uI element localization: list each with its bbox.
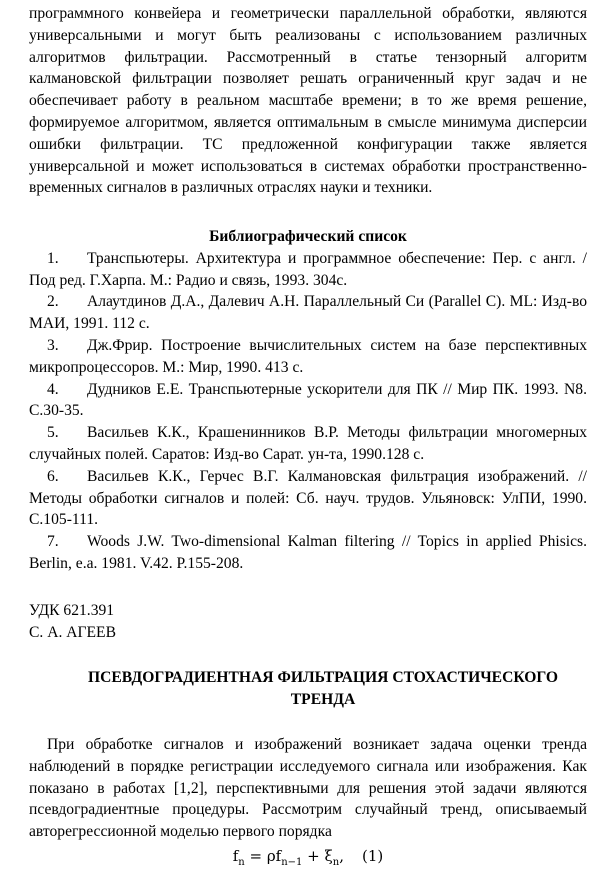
item-text: Woods J.W. Two-dimensional Kalman filtering // Topics in applied Phisics. Berlin, e.a. 1981. V.42. P.155-208. (29, 533, 587, 572)
item-number: 4. (47, 380, 59, 398)
formula-equals: = ρf (244, 847, 282, 865)
body-paragraph: При обработке сигналов и изображений возникает задача оценки тренда наблюдений в порядке регистрации исследуемого сигнала или изображения. Как показано в работах [1,2], перспективными для решения этой задачи являются псевдоградиентные процедуры. Рассмотрим случайный тренд, описываемый авторегрессионной моделью первого порядка (29, 736, 587, 841)
item-number: 3. (47, 336, 59, 354)
body-paragraph-block (29, 734, 587, 843)
formula-f: f (232, 847, 239, 865)
item-number: 2. (47, 293, 59, 311)
item-number: 6. (47, 467, 59, 485)
formula-sub-n-xi: n (332, 857, 340, 868)
item-number: 7. (47, 533, 59, 551)
udc-code: УДК 621.391 (29, 602, 115, 619)
bibliography-item (29, 291, 587, 335)
bibliography-item (29, 422, 587, 466)
bibliography-heading: Библиографический список (209, 228, 407, 245)
intro-paragraph: программного конвейера и геометрически параллельной обработки, являются универсальными и могут быть реализованы с использованием различных алгоритмов фильтрации. Рассмотренный в статье тензорный алгоритм калмановской фильтрации позволяет решать ограниченный круг задач и не обеспечивает работу в реальном масштабе времени; в то же время решение, формируемое алгоритмом, является оптимальным в смысле минимума дисперсии ошибки фильтрации. ТС предложенной конфигурации также является универсальной и может использоваться в системах обработки пространственно-временных сигналов в различных отраслях науки и техники. (29, 5, 587, 197)
item-text: Алаутдинов Д.А., Далевич А.Н. Параллельный Си (Parallel C). ML: Изд-во МАИ, 1991. 112 с. (29, 293, 587, 333)
bibliography-item (29, 531, 587, 575)
item-number: 1. (47, 249, 59, 267)
formula-sub-n: n (238, 857, 245, 868)
formula-sub-n-1: n−1 (281, 857, 303, 868)
formula-plus-xi: + ξ (302, 847, 333, 865)
intro-paragraph-block (29, 3, 587, 199)
bibliography-item (29, 335, 587, 379)
formula-1 (29, 846, 587, 874)
bibliography-item (29, 466, 587, 531)
bibliography-item (29, 379, 587, 423)
article-title: ПСЕВДОГРАДИЕНТНАЯ ФИЛЬТРАЦИЯ СТОХАСТИЧЕСКОГО ТРЕНДА (87, 669, 559, 708)
bibliography-item (29, 248, 587, 292)
item-number: 5. (47, 424, 59, 442)
item-text: Дудников Е.Е. Транспьютерные ускорители для ПК // Мир ПК. 1993. N8. С.30-35. (29, 380, 587, 420)
item-text: Васильев К.К., Крашенинников В.Р. Методы фильтрации многомерных случайных полей. Саратов: Изд-во Сарат. ун-та, 1990.128 с. (29, 424, 587, 463)
bibliography-section (29, 226, 587, 575)
item-text: Дж.Фрир. Построение вычислительных систем на базе перспективных микропроцессоров. М.: Мир, 1990. 413 с. (29, 336, 587, 376)
formula-tail: , (339, 847, 345, 865)
item-text: Транспьютеры. Архитектура и программное обеспечение: Пер. с англ. / Под ред. Г.Харпа. М.: Радио и связь, 1993. 304с. (29, 249, 587, 289)
author-name: С. А. АГЕЕВ (29, 623, 116, 641)
formula-number: (1) (362, 847, 384, 865)
article-title-block (60, 667, 586, 711)
item-text: Васильев К.К., Герчес В.Г. Калмановская фильтрация изображений. // Методы обработки сигналов и полей: Сб. науч. трудов. Ульяновск: УлПИ, 1990. С.105-111. (29, 467, 587, 529)
article-meta (29, 600, 587, 644)
